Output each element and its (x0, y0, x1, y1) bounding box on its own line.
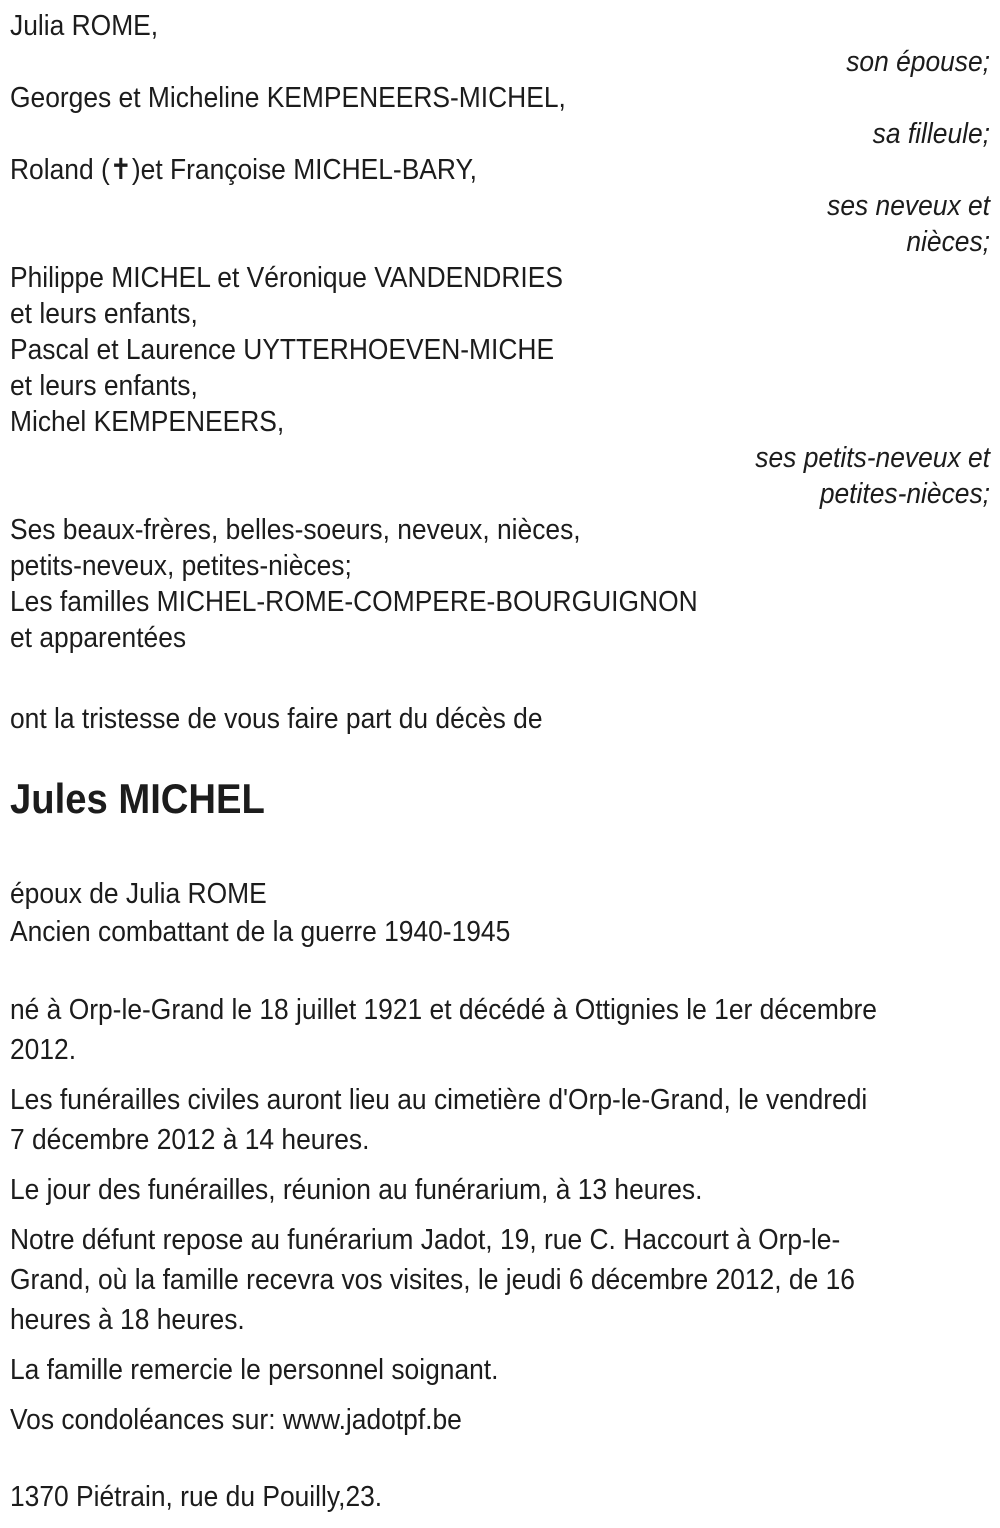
relative-group (10, 152, 990, 260)
relative-group (10, 8, 990, 80)
relationship-label (10, 188, 990, 260)
paragraph-line: Notre défunt repose au funérarium Jadot, 19, rue C. Haccourt à Orp-le- (10, 1224, 841, 1256)
paragraph (10, 1350, 990, 1390)
relative-name-line: petits-neveux, petites-nièces; (10, 550, 352, 582)
paragraph-line: Les funérailles civiles auront lieu au cimetière d'Orp-le-Grand, le vendredi (10, 1084, 868, 1116)
relatives-list (10, 8, 990, 656)
relationship-label (10, 116, 990, 152)
paragraph-line: heures à 18 heures. (10, 1304, 245, 1336)
relationship-label-line: ses petits-neveux et (755, 442, 990, 474)
relative-names (10, 260, 990, 440)
funeral-details (10, 990, 990, 1440)
relationship-label (10, 440, 990, 512)
relationship-label (10, 44, 990, 80)
deceased-name: Jules MICHEL (10, 775, 265, 822)
relative-name-line: Michel KEMPENEERS, (10, 406, 285, 438)
relative-names (10, 512, 990, 656)
relative-name-line: Julia ROME, (10, 10, 159, 42)
relative-name-line: Ses beaux-frères, belles-soeurs, neveux, nièces, (10, 514, 581, 546)
paragraph-line: Vos condoléances sur: www.jadotpf.be (10, 1404, 462, 1436)
relationship-label-line: son épouse; (846, 46, 990, 78)
paragraph-line: Le jour des funérailles, réunion au funérarium, à 13 heures. (10, 1174, 703, 1206)
relative-names (10, 8, 990, 44)
deceased-subtitle (10, 875, 990, 951)
relative-name-line: Roland (✝)et Françoise MICHEL-BARY, (10, 154, 478, 186)
subtitle-line: époux de Julia ROME (10, 878, 267, 910)
paragraph-line: 2012. (10, 1034, 77, 1066)
paragraph-line: né à Orp-le-Grand le 18 juillet 1921 et décédé à Ottignies le 1er décembre (10, 994, 877, 1026)
relative-names (10, 152, 990, 188)
relationship-label-line: sa filleule; (872, 118, 990, 150)
announcement-text: ont la tristesse de vous faire part du décès de (10, 703, 543, 735)
relationship-label-line: ses neveux et (827, 190, 990, 222)
relationship-label-line: petites-nièces; (819, 478, 990, 510)
subtitle-line: Ancien combattant de la guerre 1940-1945 (10, 916, 511, 948)
relative-group (10, 512, 990, 656)
paragraph-line: 7 décembre 2012 à 14 heures. (10, 1124, 370, 1156)
address-line: 1370 Piétrain, rue du Pouilly,23. (10, 1481, 383, 1513)
relationship-label-line: nièces; (906, 226, 990, 258)
relative-name-line: Georges et Micheline KEMPENEERS-MICHEL, (10, 82, 566, 114)
relative-name-line: et leurs enfants, (10, 370, 198, 402)
paragraph (10, 990, 990, 1070)
paragraph (10, 1170, 990, 1210)
relative-name-line: Les familles MICHEL-ROME-COMPERE-BOURGUIGNON (10, 586, 698, 618)
paragraph (10, 1220, 990, 1340)
relative-group (10, 80, 990, 152)
paragraph (10, 1080, 990, 1160)
paragraph-line: La famille remercie le personnel soignant. (10, 1354, 499, 1386)
relative-name-line: et apparentées (10, 622, 187, 654)
footer (10, 1477, 990, 1517)
relative-name-line: Pascal et Laurence UYTTERHOEVEN-MICHE (10, 334, 555, 366)
relative-names (10, 80, 990, 116)
relative-group (10, 260, 990, 512)
paragraph (10, 1400, 990, 1440)
paragraph-line: Grand, où la famille recevra vos visites, le jeudi 6 décembre 2012, de 16 (10, 1264, 855, 1296)
relative-name-line: et leurs enfants, (10, 298, 198, 330)
relative-name-line: Philippe MICHEL et Véronique VANDENDRIES (10, 262, 563, 294)
